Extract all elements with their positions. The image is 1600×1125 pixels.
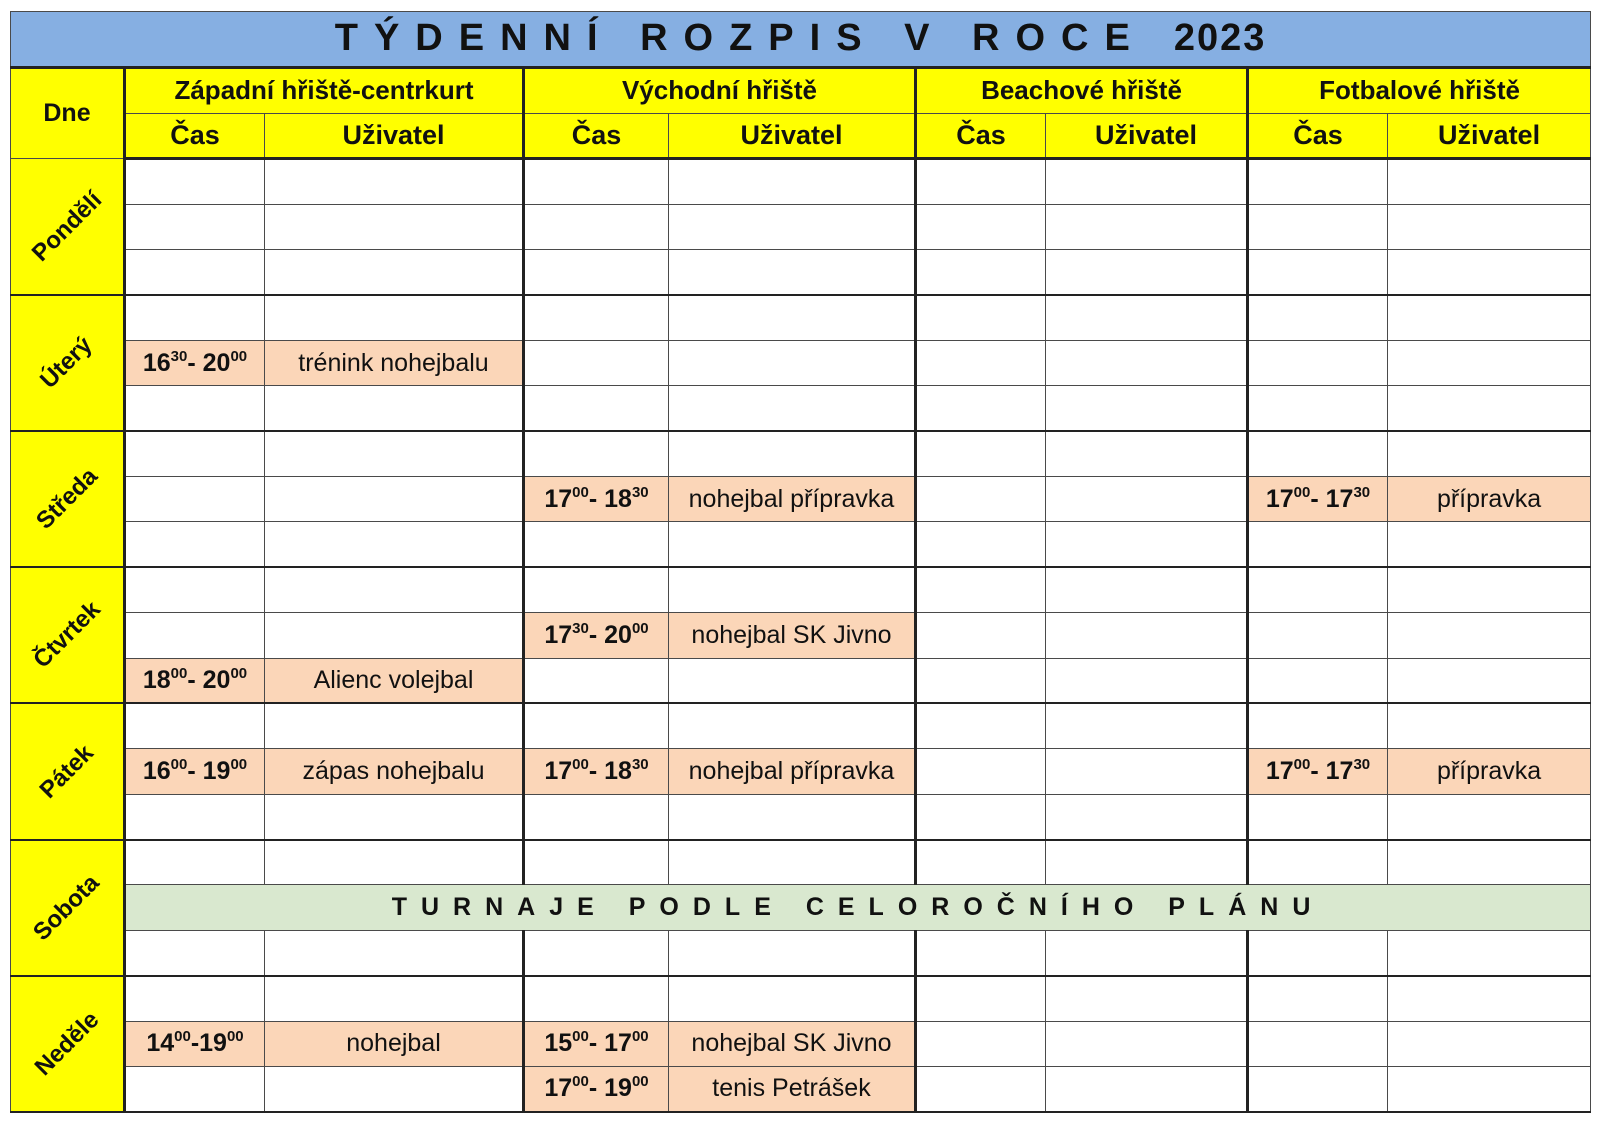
user-cell: [1046, 386, 1248, 431]
time-cell: [125, 295, 265, 340]
time-cell: [916, 930, 1046, 975]
time-cell: [916, 295, 1046, 340]
schedule-row: [11, 431, 1591, 476]
time-cell: [1248, 431, 1388, 476]
user-header: Uživatel: [1046, 114, 1248, 159]
time-range: $17^{00}-$ $18^{30}$: [544, 483, 649, 513]
user-cell: [1046, 749, 1248, 794]
time-cell: [524, 431, 669, 476]
day-label: Sobota: [28, 869, 105, 946]
time-cell: [1248, 386, 1388, 431]
user-cell: [1388, 250, 1591, 295]
time-header: Čas: [524, 114, 669, 159]
day-label-cell: [11, 431, 125, 567]
user-cell: [1388, 930, 1591, 975]
time-range: $18^{00}-$ $20^{00}$: [142, 665, 248, 695]
time-cell: [524, 567, 669, 612]
schedule-row: [11, 1066, 1591, 1112]
user-cell: [1388, 840, 1591, 885]
user-cell: [1046, 613, 1248, 658]
user-cell: [265, 431, 524, 476]
user-cell: [669, 386, 916, 431]
time-cell: [1248, 613, 1388, 658]
user-cell: [1046, 976, 1248, 1021]
time-cell: [125, 794, 265, 839]
user-cell: [265, 930, 524, 975]
user-cell: [1388, 204, 1591, 249]
time-cell: [125, 1066, 265, 1112]
time-cell: [524, 250, 669, 295]
user-cell: přípravka: [1388, 749, 1591, 794]
day-label: Neděle: [29, 1006, 105, 1081]
user-cell: [265, 250, 524, 295]
time-cell: [125, 749, 265, 794]
weekly-schedule-table: [10, 11, 1591, 1113]
time-cell: [524, 386, 669, 431]
time-cell: [916, 522, 1046, 567]
user-cell: tenis Petrášek: [669, 1066, 916, 1112]
schedule-row: [11, 477, 1591, 522]
time-cell: [1248, 1066, 1388, 1112]
user-cell: [1388, 567, 1591, 612]
time-cell: [524, 658, 669, 703]
time-cell: [125, 976, 265, 1021]
time-cell: [916, 976, 1046, 1021]
court-header-east: Východní hřiště: [524, 67, 916, 113]
user-cell: [1388, 794, 1591, 839]
user-cell: trénink nohejbalu: [265, 340, 524, 385]
time-cell: [524, 1066, 669, 1112]
user-cell: [1388, 658, 1591, 703]
schedule-row: [11, 613, 1591, 658]
user-cell: [1046, 567, 1248, 612]
time-cell: [1248, 840, 1388, 885]
time-cell: [916, 159, 1046, 204]
time-cell: [125, 204, 265, 249]
time-cell: [125, 613, 265, 658]
time-cell: [1248, 1021, 1388, 1066]
user-cell: [1388, 159, 1591, 204]
time-range: $17^{00}-$ $19^{00}$: [544, 1073, 649, 1103]
user-header: Uživatel: [1388, 114, 1591, 159]
day-label-cell: [11, 840, 125, 976]
user-cell: [669, 658, 916, 703]
schedule-row: [11, 976, 1591, 1021]
time-cell: [125, 477, 265, 522]
time-cell: [524, 613, 669, 658]
schedule-row: [11, 1021, 1591, 1066]
days-column-header: Dne: [11, 67, 125, 159]
user-cell: [1388, 522, 1591, 567]
court-header-beach: Beachové hřiště: [916, 67, 1248, 113]
time-range: $17^{00}-$ $17^{30}$: [1265, 483, 1371, 513]
title-year: 2023: [1173, 17, 1267, 60]
day-label-cell: [11, 976, 125, 1112]
schedule-row: [11, 340, 1591, 385]
time-cell: [1248, 295, 1388, 340]
time-cell: [1248, 340, 1388, 385]
user-cell: [1046, 340, 1248, 385]
schedule-row: [11, 567, 1591, 612]
time-cell: [916, 1021, 1046, 1066]
user-cell: [1046, 1066, 1248, 1112]
time-cell: [916, 250, 1046, 295]
time-cell: [916, 840, 1046, 885]
time-cell: [524, 1021, 669, 1066]
user-cell: [1388, 976, 1591, 1021]
user-header: Uživatel: [669, 114, 916, 159]
time-range: $15^{00}-$ $17^{00}$: [544, 1028, 649, 1058]
time-cell: [1248, 250, 1388, 295]
user-cell: [265, 703, 524, 748]
time-cell: [524, 930, 669, 975]
user-cell: [1046, 295, 1248, 340]
time-cell: [524, 703, 669, 748]
user-cell: [669, 340, 916, 385]
schedule-row: [11, 840, 1591, 885]
time-range: $16^{00}-$ $19^{00}$: [142, 756, 248, 786]
time-cell: [125, 930, 265, 975]
schedule-row: [11, 386, 1591, 431]
user-cell: [1388, 1021, 1591, 1066]
user-header: Uživatel: [265, 114, 524, 159]
user-cell: [1388, 386, 1591, 431]
user-cell: [1046, 1021, 1248, 1066]
user-cell: [265, 295, 524, 340]
user-cell: [265, 567, 524, 612]
time-cell: [524, 522, 669, 567]
time-range: $14^{00}-19^{00}$: [146, 1028, 244, 1058]
time-cell: [916, 477, 1046, 522]
schedule-row: [11, 749, 1591, 794]
user-cell: [1046, 930, 1248, 975]
time-range: $16^{30}-$ $20^{00}$: [142, 347, 248, 377]
time-cell: [1248, 522, 1388, 567]
user-cell: [1046, 522, 1248, 567]
user-cell: [1388, 1066, 1591, 1112]
time-cell: [524, 340, 669, 385]
time-range: $17^{00}-$ $17^{30}$: [1265, 756, 1371, 786]
user-cell: [1388, 431, 1591, 476]
user-cell: [1046, 658, 1248, 703]
time-cell: [125, 386, 265, 431]
time-cell: [125, 567, 265, 612]
time-cell: [1248, 976, 1388, 1021]
time-cell: [524, 477, 669, 522]
time-cell: [125, 522, 265, 567]
time-cell: [125, 431, 265, 476]
time-header: Čas: [125, 114, 265, 159]
user-cell: [1388, 295, 1591, 340]
time-cell: [125, 159, 265, 204]
time-range: $17^{00}-$ $18^{30}$: [544, 756, 649, 786]
user-cell: [669, 159, 916, 204]
schedule-row: [11, 204, 1591, 249]
time-cell: [524, 976, 669, 1021]
time-cell: [1248, 477, 1388, 522]
user-cell: nohejbal SK Jivno: [669, 1021, 916, 1066]
day-label-cell: [11, 295, 125, 431]
time-cell: [125, 1021, 265, 1066]
user-cell: [669, 250, 916, 295]
time-cell: [125, 840, 265, 885]
time-cell: [125, 250, 265, 295]
title-text: TÝDENNÍ ROZPIS V ROCE: [334, 17, 1146, 60]
time-cell: [1248, 658, 1388, 703]
user-cell: [1046, 159, 1248, 204]
user-cell: [1046, 431, 1248, 476]
day-label: Pátek: [34, 738, 99, 804]
court-header-football: Fotbalové hřiště: [1248, 67, 1591, 113]
time-cell: [916, 1066, 1046, 1112]
time-cell: [125, 658, 265, 703]
time-cell: [1248, 749, 1388, 794]
user-cell: [669, 840, 916, 885]
user-cell: [265, 794, 524, 839]
user-cell: [265, 477, 524, 522]
user-cell: [265, 613, 524, 658]
time-cell: [916, 794, 1046, 839]
user-cell: [1046, 477, 1248, 522]
user-cell: [265, 386, 524, 431]
user-cell: [669, 930, 916, 975]
user-cell: [1046, 794, 1248, 839]
time-cell: [916, 658, 1046, 703]
user-cell: [669, 794, 916, 839]
time-range: $17^{30}-$ $20^{00}$: [544, 619, 649, 649]
tournament-banner: TURNAJE PODLE CELOROČNÍHO PLÁNU: [125, 885, 1591, 930]
time-cell: [916, 749, 1046, 794]
user-cell: [265, 840, 524, 885]
user-cell: [1388, 340, 1591, 385]
schedule-row: [11, 703, 1591, 748]
user-cell: [1388, 703, 1591, 748]
day-label-cell: [11, 567, 125, 703]
time-cell: [524, 204, 669, 249]
user-cell: [669, 295, 916, 340]
schedule-row: [11, 159, 1591, 204]
time-cell: [1248, 703, 1388, 748]
user-cell: [669, 703, 916, 748]
time-cell: [1248, 159, 1388, 204]
day-label: Úterý: [35, 331, 98, 395]
time-cell: [916, 613, 1046, 658]
time-cell: [125, 340, 265, 385]
schedule-title: [11, 12, 1591, 68]
user-cell: [1046, 703, 1248, 748]
time-header: Čas: [1248, 114, 1388, 159]
user-cell: [669, 204, 916, 249]
court-header-west: Západní hřiště-centrkurt: [125, 67, 524, 113]
user-cell: nohejbal přípravka: [669, 477, 916, 522]
day-label: Pondělí: [26, 186, 107, 267]
user-cell: nohejbal: [265, 1021, 524, 1066]
time-cell: [916, 340, 1046, 385]
time-header: Čas: [916, 114, 1046, 159]
schedule-row: [11, 295, 1591, 340]
user-cell: přípravka: [1388, 477, 1591, 522]
user-cell: [669, 567, 916, 612]
time-cell: [524, 840, 669, 885]
time-cell: [1248, 930, 1388, 975]
user-cell: [265, 976, 524, 1021]
schedule-row: [11, 250, 1591, 295]
user-cell: [669, 976, 916, 1021]
user-cell: zápas nohejbalu: [265, 749, 524, 794]
user-cell: nohejbal přípravka: [669, 749, 916, 794]
user-cell: [1388, 613, 1591, 658]
time-cell: [916, 204, 1046, 249]
time-cell: [125, 703, 265, 748]
time-cell: [524, 159, 669, 204]
day-label-cell: [11, 159, 125, 295]
schedule-row: [11, 885, 1591, 930]
user-cell: [265, 159, 524, 204]
time-cell: [916, 703, 1046, 748]
time-cell: [524, 295, 669, 340]
user-cell: [1046, 204, 1248, 249]
user-cell: [265, 204, 524, 249]
schedule-row: [11, 930, 1591, 975]
user-cell: [669, 431, 916, 476]
day-label: Čtvrtek: [27, 596, 106, 674]
time-cell: [1248, 204, 1388, 249]
time-cell: [916, 567, 1046, 612]
user-cell: [669, 522, 916, 567]
time-cell: [1248, 794, 1388, 839]
user-cell: [1046, 250, 1248, 295]
time-cell: [1248, 567, 1388, 612]
user-cell: [265, 1066, 524, 1112]
time-cell: [524, 794, 669, 839]
time-cell: [524, 749, 669, 794]
day-label: Středa: [30, 462, 103, 535]
time-cell: [916, 386, 1046, 431]
schedule-row: [11, 522, 1591, 567]
user-cell: [265, 522, 524, 567]
user-cell: nohejbal SK Jivno: [669, 613, 916, 658]
user-cell: [1046, 840, 1248, 885]
schedule-row: [11, 658, 1591, 703]
day-label-cell: [11, 703, 125, 839]
schedule-row: [11, 794, 1591, 839]
time-cell: [916, 431, 1046, 476]
user-cell: Alienc volejbal: [265, 658, 524, 703]
